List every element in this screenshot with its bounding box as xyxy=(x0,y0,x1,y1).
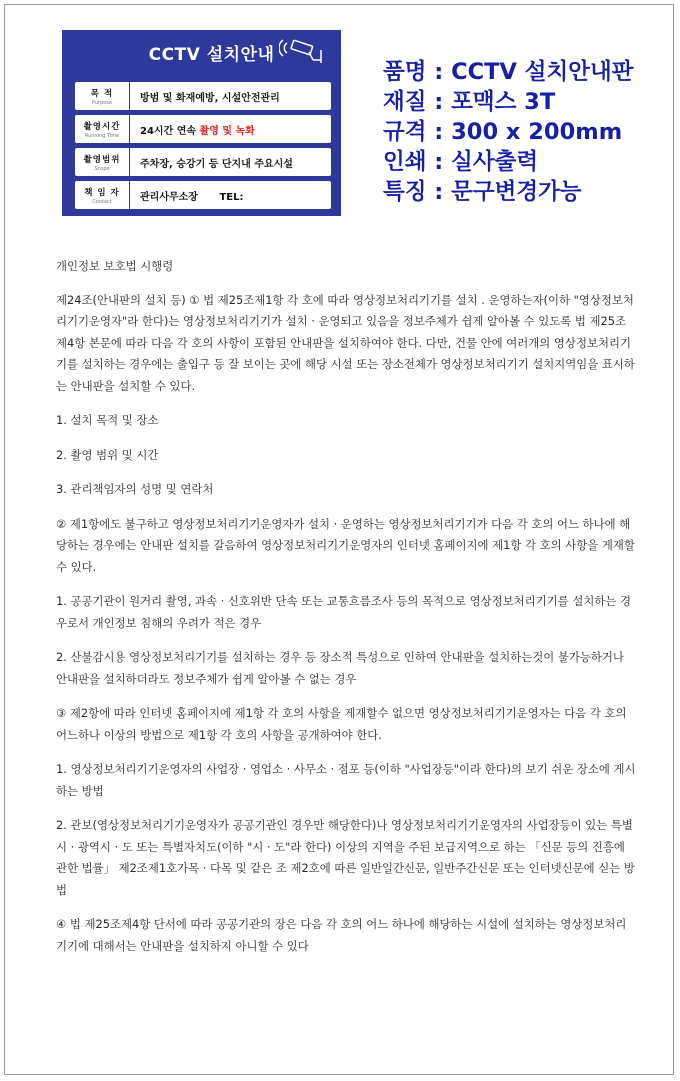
list-item: 1. 영상정보처리기기운영자의 사업장 · 영업소 · 사무소 · 점포 등(이하 "사업장등"이라 한다)의 보기 쉬운 장소에 게시하는 방법 xyxy=(56,762,636,798)
product-specs xyxy=(383,57,633,207)
regulation-text xyxy=(56,256,636,970)
scope-label: 촬영범위 xyxy=(83,154,121,165)
purpose-value: 방범 및 화재예방, 시설안전관리 xyxy=(140,92,280,104)
article-24-paragraph-3: ③ 제2항에 따라 인터넷 홈페이지에 제1항 각 호의 사항을 게재할수 없으면 영상정보처리기기운영자는 다음 각 호의 어느하나 이상의 방법으로 제1항 각 호의 사항을 공개하여야 한다. xyxy=(56,706,627,742)
sign-row-running-time xyxy=(75,115,331,143)
contact-tel: TEL: xyxy=(219,191,244,203)
document-heading: 개인정보 보호법 시행령 xyxy=(56,259,174,273)
cctv-camera-icon xyxy=(279,36,323,64)
sign-row-scope xyxy=(75,148,331,176)
list-item: 2. 산불감시용 영상정보처리기기를 설치하는 경우 등 장소적 특성으로 인하여 안내판을 설치하는것이 불가능하거나 안내판을 설치하더라도 정보주체가 쉽게 알아볼 수 없는 경우 xyxy=(56,650,624,686)
contact-label-en: Contact xyxy=(92,198,112,205)
purpose-label-en: Purpose xyxy=(91,99,113,106)
spec-feature: 특징 : 문구변경가능 xyxy=(383,179,582,205)
running-time-label-en: Running Time xyxy=(84,132,120,139)
running-time-value-highlight: 촬영 및 녹화 xyxy=(199,125,255,137)
scope-label-en: Scope xyxy=(94,165,110,172)
contact-value xyxy=(130,188,243,203)
contact-name: 관리사무소장 xyxy=(140,191,198,203)
running-time-value xyxy=(130,122,255,137)
sign-row-purpose xyxy=(75,82,331,110)
spec-print: 인쇄 : 실사출력 xyxy=(383,149,539,175)
purpose-label: 목 적 xyxy=(90,88,114,99)
spec-size: 규격 : 300 x 200mm xyxy=(383,119,623,145)
article-24-paragraph-1: 제24조(안내판의 설치 등) ① 법 제25조제1항 각 호에 따라 영상정보처리기기를 설치 . 운영하는자(이하 "영상정보처리기기운영자"라 한다)는 영상정보처리기기가 설치 · 운영되고 있음을 정보주체가 쉽게 알아볼 수 있도록 법 제25조제4항 본문에 따라 다음 각 호의 사항이 포함된 안내판을 설치하여야 한다. 다만, 건물 안에 여러개의 영상정보처리기기를 설치하는 경우에는 출입구 등 잘 보이는 곳에 해당 시설 또는 장소전체가 영상정보처리기기 설치지역임을 표시하는 안내판을 설치할 수 있다. xyxy=(56,292,635,393)
running-time-label: 촬영시간 xyxy=(83,121,121,132)
running-time-value-main: 24시간 연속 xyxy=(140,125,200,137)
cctv-sign-image xyxy=(62,30,341,216)
list-item: 2. 관보(영상정보처리기기운영자가 공공기관인 경우만 해당한다)나 영상정보처리기기운영자의 사업장등이 있는 특별시 · 광역시 · 도 또는 특별자치도(이하 "시 · 도"라 한다) 이상의 지역을 주된 보급지역으로 하는 「신문 등의 진흥에 관한 법률」 제2조제1호가목 · 다목 및 같은 조 제2호에 따른 일반일간신문, 일반주간신문 또는 인터넷신문에 싣는 방법 xyxy=(56,818,635,897)
list-item: 1. 설치 목적 및 장소 xyxy=(56,413,159,427)
sign-row-contact xyxy=(75,181,331,209)
spec-name: 품명 : CCTV 설치안내판 xyxy=(383,59,634,85)
list-item: 1. 공공기관이 원거리 촬영, 과속 · 신호위반 단속 또는 교통흐름조사 등의 목적으로 영상정보처리기기를 설치하는 경우로서 개인정보 침해의 우려가 적은 경우 xyxy=(56,594,631,630)
spec-material: 재질 : 포맥스 3T xyxy=(383,89,556,115)
scope-value: 주차장, 승강기 등 단지내 주요시설 xyxy=(140,158,293,170)
list-item: 2. 촬영 범위 및 시간 xyxy=(56,447,159,462)
sign-title: CCTV 설치안내 xyxy=(148,45,275,65)
article-24-paragraph-2: ② 제1항에도 불구하고 영상정보처리기기운영자가 설치 · 운영하는 영상정보처리기기가 다음 각 호의 어느 하나에 해당하는 경우에는 안내판 설치를 갈음하여 영상정보처리기기운영자의 인터넷 홈페이지에 제1항 각 호의 사항을 게재할 수 있다. xyxy=(56,516,635,574)
article-24-paragraph-4: ④ 법 제25조제4항 단서에 따라 공공기관의 장은 다음 각 호의 어느 하나에 해당하는 시설에 설치하는 영상정보처리기기에 대해서는 안내판을 설치하지 아니할 수 있다 xyxy=(56,917,627,953)
list-item: 3. 관리책임자의 성명 및 연락처 xyxy=(56,482,214,496)
contact-label: 책 임 자 xyxy=(84,187,120,198)
